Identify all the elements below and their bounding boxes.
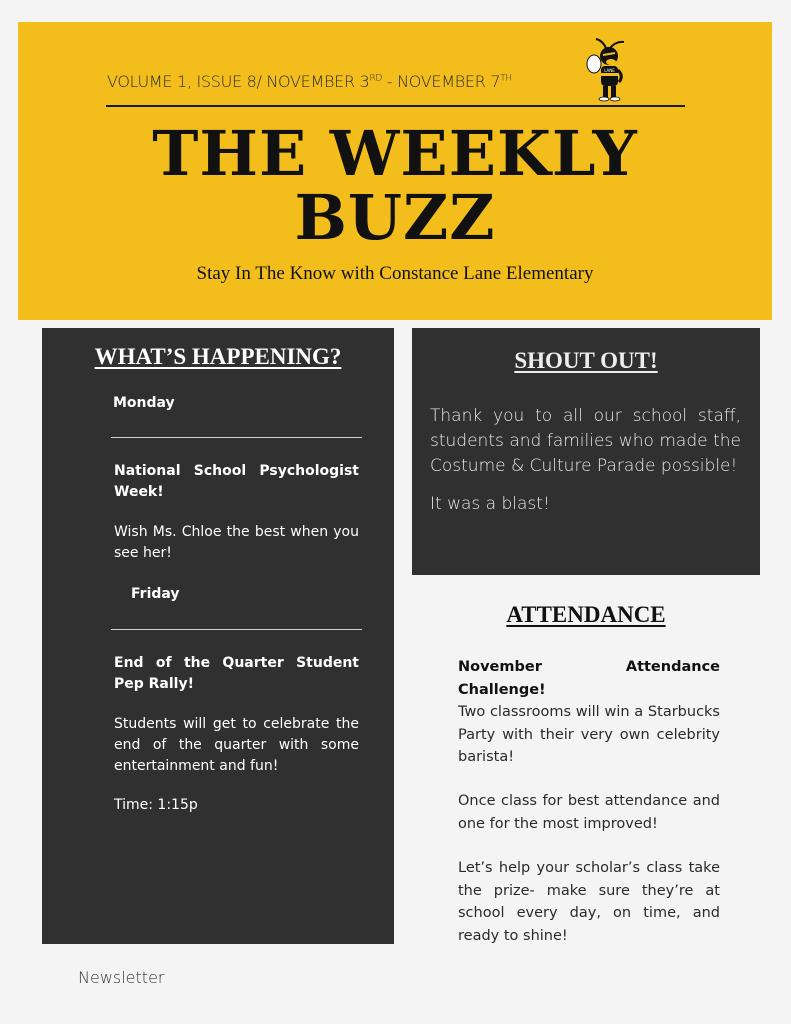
- shout-out-text: Thank you to all our school staff, students and families who made the Costume & Culture Parade possible!: [430, 406, 741, 476]
- event-body: Wish Ms. Chloe the best when you see her!: [114, 524, 359, 561]
- attendance-subtitle: November Attendance Challenge!: [458, 659, 720, 698]
- shout-out-panel: [412, 328, 760, 575]
- attendance-title: ATTENDANCE: [506, 602, 666, 627]
- shout-out-title: SHOUT OUT!: [514, 348, 658, 373]
- shout-out-text: It was a blast!: [430, 494, 550, 514]
- divider: [111, 437, 362, 438]
- newsletter-title: THE WEEKLY BUZZ: [152, 117, 638, 254]
- header-divider: [106, 105, 685, 107]
- footer-label: Newsletter: [78, 968, 165, 987]
- event-body: Students will get to celebrate the end of the quarter with some entertainment and fun!: [114, 716, 359, 774]
- day-label-friday: Friday: [131, 586, 180, 602]
- masthead-banner: [18, 22, 772, 320]
- issue-info: VOLUME 1, ISSUE 8/ NOVEMBER 3RD - NOVEMBER 7TH: [107, 72, 512, 91]
- event-time: Time: 1:15p: [114, 797, 198, 813]
- tagline: Stay In The Know with Constance Lane Elementary: [196, 263, 594, 284]
- whats-happening-panel: [42, 328, 394, 944]
- attendance-paragraph: Two classrooms will win a Starbucks Party with their very own celebrity barista!: [458, 704, 720, 765]
- divider: [111, 629, 362, 630]
- attendance-paragraph: Let’s help your scholar’s class take the prize- make sure they’re at school every day, on time, and ready to shine!: [458, 860, 720, 944]
- svg-text:LANE: LANE: [604, 68, 615, 73]
- whats-happening-title: WHAT’S HAPPENING?: [94, 344, 342, 369]
- attendance-paragraph: Once class for best attendance and one for the most improved!: [458, 793, 720, 832]
- day-label-monday: Monday: [113, 395, 175, 411]
- event-title: National School Psychologist Week!: [114, 463, 359, 500]
- hornet-mascot-icon: [584, 38, 630, 102]
- event-title: End of the Quarter Student Pep Rally!: [114, 655, 359, 692]
